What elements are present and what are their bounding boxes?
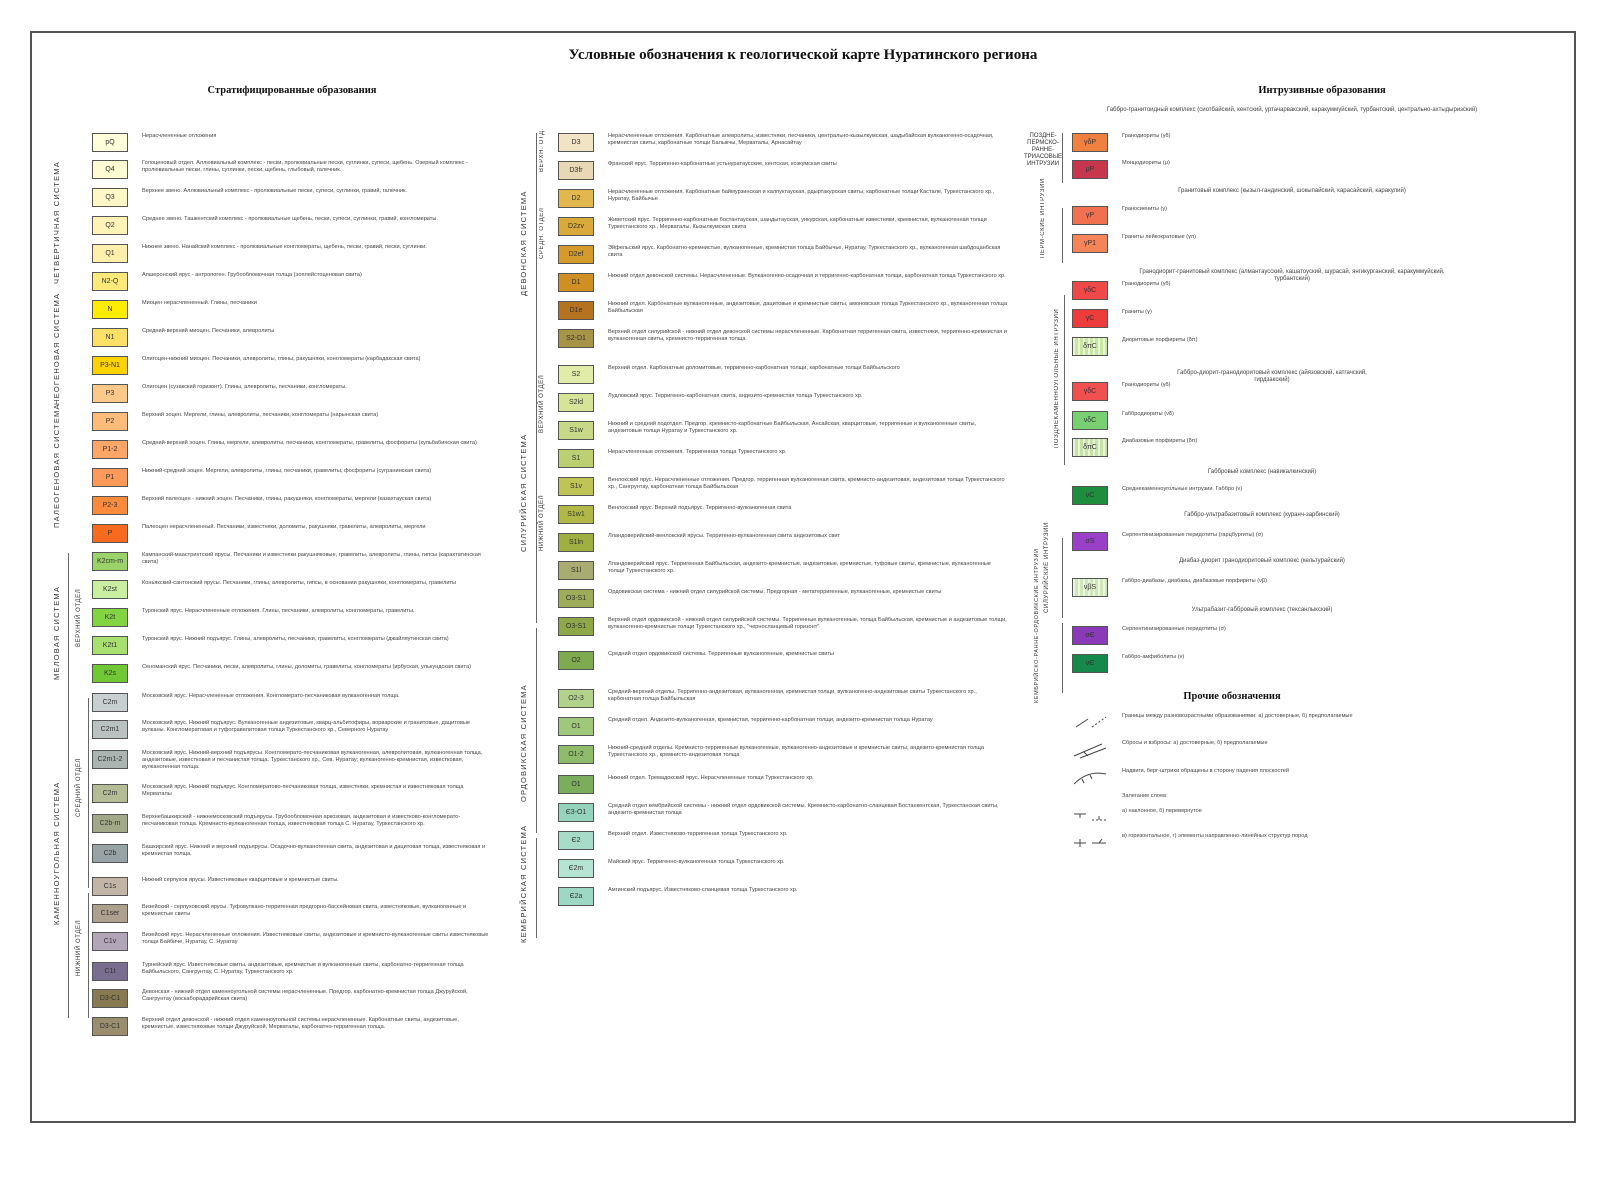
legend-description: Нижний-средний отделы. Кремнисто-терригенные вулканогенные, вулканогенно-андезитовые и кремнистые свиты, андезито-кремнистая толща Туркестанского хр., кремнисто-андезитовая толща [608,745,984,758]
complex-note: Диабаз-диорит гранодиоритовый комплекс (кельтурайский) [1179,558,1345,564]
legend-row [558,717,1008,736]
legend-swatch: γδC [1072,382,1108,401]
legend-row [92,636,492,655]
legend-description: Верхний отдел. Известняково-терригенная толща Туркестанского хр. [608,831,788,837]
series-label: ВЕРХНИЙ ОТДЕЛ [76,588,82,648]
intrusion-group-label: ПОЗДНЕ-ПЕРМСКО-РАННЕ-ТРИАСОВЫЕ ИНТРУЗИИ [1023,133,1063,167]
legend-description: Московский ярус. Нижний подъярус. Вулканогенные андезитовые, кварц-альбитофиры, ворварские и гранитовые, дацитовые вулканы. Конгломератовая и туфогравелитовая толщи Туркестанского хр., Северного Нуратау [142,720,470,733]
symbol-line1-icon [1072,713,1108,732]
legend-swatch: P3 [92,384,128,403]
legend-description: Верхний отдел ордовикской - нижний отдел силурийской системы. Терригенные вулканогенные, толща Байбыльская, кремнистые и андезитовые толщи, вулканогенно-кремнистые толщи Туркестанского хр., "черносланцевый горизонт" [608,617,1007,630]
legend-row [92,440,492,459]
complex-note: Габбровый комплекс (навикалкинский) [1207,469,1317,475]
legend-row [1072,654,1452,673]
legend-swatch: K2t [92,608,128,627]
legend-row [92,750,492,771]
legend-swatch: C2b [92,844,128,863]
bracket [68,698,69,1018]
legend-swatch: D1e [558,301,594,320]
legend-row [1072,281,1452,300]
bracket [1062,208,1063,263]
legend-description: Серпентинизированные перидотиты (σ) [1122,626,1226,632]
system-label: КАМЕННОУГОЛЬНАЯ СИСТЕМА [52,781,61,925]
symbol-description: Границы между разновозрастными образованиями: а) достоверные, б) предполагаемые [1122,713,1353,719]
legend-description: Московский ярус. Нерасчлененные отложения. Конгломерато-песчаниковая вулканогенная толща. [142,693,400,699]
legend-swatch: P [92,524,128,543]
legend-swatch: νЄ [1072,654,1108,673]
legend-swatch: Q1 [92,244,128,263]
legend-swatch: D2 [558,189,594,208]
legend-row [558,273,1008,292]
legend-swatch: P3-N1 [92,356,128,375]
legend-description: Башкирский ярус. Нижний и верхний подъярусы. Осадочно-вулканогенная свита, андезитовая и дацитовая толща, известняковая и кремнистая толща. [142,844,486,857]
legend-swatch: σЄ [1072,626,1108,645]
legend-row [558,617,1008,636]
bracket [536,628,537,833]
legend-swatch: C2m [92,784,128,803]
legend-swatch: N [92,300,128,319]
intrusion-group-label: ПОЗДНЕКАМЕННОУГОЛЬНЫЕ ИНТРУЗИИ [1054,308,1060,448]
legend-swatch: K2cm-m [92,552,128,571]
legend-description: Средний-верхний эоцен. Глины, мергели, алевролиты, песчаники, конгломераты, гравелиты, фосфориты (кульбабинская свита) [142,440,477,446]
legend-description: Нерасчлененные отложения. Терригенная толща Туркестанского хр. [608,449,787,455]
legend-swatch: P1-2 [92,440,128,459]
legend-description: Нижний серпухов ярусы. Известняковые кварцитовые и кремнистые свиты. [142,877,339,883]
system-label: СИЛУРИЙСКАЯ СИСТЕМА [519,433,528,553]
legend-description: Олигоцен-нижний миоцен. Песчаники, алевролиты, глины, ракушняки, конгломераты (карбадакская свита) [142,356,421,362]
legend-description: Живетский ярус. Терригенно-карбонатные бостантауская, шандытауская, ункурская, карбонатные известняки, кремнистая, вулканогенная толщи Туркестанского хр., Мерваталы, Кызылкумская свита [608,217,987,230]
legend-row [92,244,492,263]
legend-row [1072,486,1452,505]
system-label: ПАЛЕОГЕНОВАЯ СИСТЕМА [52,403,61,529]
legend-description: Миоцен нерасчлененный. Глины, песчаники [142,300,257,306]
bracket [1064,295,1065,465]
legend-row [92,272,492,291]
legend-description: Гранодиориты (γδ) [1122,133,1171,139]
legend-row [92,188,492,207]
legend-row [558,189,1008,208]
symbol-thrust-icon [1072,768,1108,787]
legend-description: Габбродиориты (νδ) [1122,411,1174,417]
symbol-row [1072,740,1452,759]
legend-swatch: O2 [558,651,594,670]
legend-swatch: S1w1 [558,505,594,524]
legend-swatch: γδC [1072,281,1108,300]
legend-description: Нижний и средний подотдел. Предгор. кремнисто-карбонатные Байбыльская, Ансайская, кварцитовые, терригенные и вулканогенные свиты, андезитовые толщи Нуратау и Туркестанского хр. [608,421,977,434]
intrusion-group-label: СИЛУРИЙСКИЕ ИНТРУЗИИ [1044,522,1050,613]
legend-row [92,384,492,403]
legend-swatch: S1l [558,561,594,580]
legend-row [92,877,492,896]
legend-swatch: D3fr [558,161,594,180]
legend-swatch: O3-S1 [558,617,594,636]
symbol-description: в) горизонтальное, г) элементы направленно-линейных структур пород [1122,833,1308,839]
legend-swatch: δπC [1072,337,1108,356]
legend-swatch: C1ser [92,904,128,923]
legend-row [558,449,1008,468]
legend-swatch: Є2m [558,859,594,878]
legend-swatch: S1ln [558,533,594,552]
symbol-description: Надвиги, берг-штрихи обращены в сторону падения плоскостей [1122,768,1289,774]
legend-swatch: Q2 [92,216,128,235]
legend-description: Московский ярус. Нижний подъярус. Конгломератово-песчаниковая толща, известняки, кремнистая и известняковая толща Мерваталы [142,784,464,797]
legend-swatch: νδC [1072,411,1108,430]
legend-description: Граносиениты (γ) [1122,206,1168,212]
legend-description: Серпентинизированные перидотиты (гарцбургиты) (σ) [1122,532,1264,538]
system-label: КЕМБРИЙСКАЯ СИСТЕМА [519,824,528,943]
bracket [536,133,537,378]
legend-description: Нижнее звено. Нанайский комплекс - пролювиальные конгломераты, щебень, пески, гравий, пески, суглинки. [142,244,427,250]
legend-description: Кампанский-маастрихтский ярусы. Песчаники и известняки ракушняковые, гравелиты, алевролиты, глины, гипсы (карахтатинская свита) [142,552,481,565]
legend-row [558,301,1008,320]
legend-swatch: O2-3 [558,689,594,708]
legend-swatch: S2 [558,365,594,384]
legend-swatch: K2t1 [92,636,128,655]
legend-description: Московский ярус. Нижний-верхний подъярусы. Конгломерато-песчаниковая вулканогенная, алевролитовая, вулканогенная толща, андезитовые, известковая и песчанистая толща. Туркестанского хр., Сев. Нуратау; вулканогенно-кремнистая, известковая, вулканогенная толща. [142,750,483,770]
legend-swatch: O1-2 [558,745,594,764]
legend-row [1072,234,1452,253]
legend-row [558,745,1008,764]
legend-row [558,831,1008,850]
legend-description: Эйфельский ярус. Карбонатно-кремнистые, вулканогенные, кремнистая толща Байбычье, Нуратау, Туркестанского хр., вулканогенная шабдоцанбская свита [608,245,1001,258]
legend-row [558,505,1008,524]
legend-row [558,803,1008,822]
legend-row [92,524,492,543]
legend-row [92,552,492,571]
legend-description: Лландоверийский-венлокский ярусы. Терригенно-вулканогенная свита андезитовых свит [608,533,841,539]
other-symbols [1072,713,1532,873]
legend-description: Гранодиориты (γδ) [1122,382,1171,388]
legend-row [92,1017,492,1036]
legend-description: Лландоверийский ярус. Терригенная Байбыльская, андезито-кремнистые, андезитовые, кремнистые, туфовые свиты, кремнистые, вулканогенные толщи Туркестанского хр. [608,561,991,574]
section-title-stratified: Стратифицированные образования [207,85,377,96]
series-label: ВЕРХН. ОТД. [539,128,545,172]
legend-row [1072,438,1452,457]
legend-description: Гранодиориты (γδ) [1122,281,1171,287]
legend-description: Нерасчлененные отложения [142,133,217,139]
bracket [1062,623,1063,693]
legend-swatch: C1v [92,932,128,951]
legend-frame [30,31,1576,1123]
legend-description: Верхний отдел девонской - нижний отдел каменноугольной системы нерасчлененные. Карбонатные свиты, андезитовые, кремнистые, известняковые толщи Джуруйской, Мерваталы, карбонатно-терригенная толща. [142,1017,459,1030]
bracket [1062,133,1063,183]
legend-swatch: C2m1 [92,720,128,739]
legend-swatch: S1 [558,449,594,468]
bracket [88,893,89,1018]
legend-swatch: P2-3 [92,496,128,515]
legend-row [92,412,492,431]
legend-row [1072,337,1452,356]
legend-row [92,468,492,487]
symbol-row [1072,833,1452,852]
system-label: ОРДОВИКСКАЯ СИСТЕМА [519,684,528,802]
legend-description: Нерасчлененные отложения. Карбонатные баймурзинская и калпуктауская, рдыртакурская свиты, карбонатные толщи Кастале, Туркестанского хр., Нуратау, Байбычье [608,189,995,202]
legend-description: Турнейский ярус. Известняковые свиты, андезитовые, кремнистые и вулканогенные свиты, карбонатно-терригенная толща Байбыльского, Сангрунтау, С. Нуратау, Туркестанского хр. [142,962,464,975]
legend-swatch: C2m [92,693,128,712]
legend-row [92,720,492,739]
legend-description: Нижний отдел. Тремадокский ярус. Нерасчлененные толщи Туркестанского хр. [608,775,814,781]
legend-description: Граниты (γ) [1122,309,1152,315]
system-label: ЧЕТВЕРТИЧНАЯ СИСТЕМА [52,161,61,285]
symbol-row [1072,808,1452,827]
legend-swatch: γP [1072,206,1108,225]
legend-swatch: S2ld [558,393,594,412]
legend-swatch: C1s [92,877,128,896]
legend-column-2 [558,133,1028,933]
complex-note: Габбро-ультрабазитовый комплекс (куранч-зарбинский) [1184,512,1340,518]
series-label: СРЕДНИЙ ОТДЕЛ [76,758,82,818]
complex-note: Ультрабазит-габбровый комплекс (тексанлыкский) [1191,607,1333,613]
intrusion-group-label: ПЕРМ-СКИЕ ИНТРУЗИИ [1040,178,1046,258]
legend-swatch: γC [1072,309,1108,328]
legend-row [558,217,1008,236]
system-label: ДЕВОНСКАЯ СИСТЕМА [519,190,528,296]
legend-row [92,814,492,833]
page-title: Условные обозначения к геологической карте Нуратинского региона [568,47,1038,63]
legend-swatch: Є3-O1 [558,803,594,822]
legend-row [1072,382,1452,401]
legend-swatch: D3-C1 [92,989,128,1008]
symbol-fault-icon [1072,740,1108,759]
series-label: СРЕДН. ОТДЕЛ [539,207,545,259]
symbol-description: Сбросы и взбросы: а) достоверные, б) предполагаемые [1122,740,1268,746]
legend-row [92,216,492,235]
legend-description: Нижний отдел девонской системы. Нерасчлененные. Вулканогенно-осадочная и терригенно-карбонатная толщи, карбонатная толща Туркестанского хр. [608,273,1006,279]
symbol-row [1072,713,1452,732]
legend-row [92,693,492,712]
legend-description: Девонская - нижний отдел каменноугольной системы нерасчлененные. Предгор. карбонатно-кремнистая толща Джуруйской, Сангрунтау (воскаборадарийская свита) [142,989,468,1002]
legend-row [92,580,492,599]
legend-row [92,328,492,347]
legend-swatch: O3-S1 [558,589,594,608]
legend-description: Среднекаменноугольные интрузии. Габбро (ν) [1122,486,1243,492]
legend-swatch: Q4 [92,160,128,179]
legend-swatch: S1v [558,477,594,496]
symbol-dip-icon [1072,808,1108,827]
legend-row [558,421,1008,440]
legend-row [558,887,1008,906]
legend-swatch: S2-D1 [558,329,594,348]
legend-swatch: O1 [558,717,594,736]
legend-row [92,133,492,152]
legend-swatch: μP [1072,160,1108,179]
legend-description: Коньякский-сантонский ярусы. Песчаники, глины, алевролиты, гипсы, в основании ракушняки, конгломераты, гравелиты [142,580,457,586]
legend-row [92,784,492,803]
legend-description: Средний-верхний миоцен. Песчаники, алевролиты [142,328,275,334]
legend-swatch: δπC [1072,438,1108,457]
legend-swatch: C1t [92,962,128,981]
symbol-description: а) наклонное, б) перевернутое [1122,808,1202,814]
legend-row [558,329,1008,348]
legend-row [558,161,1008,180]
legend-swatch: γδP [1072,133,1108,152]
legend-row [558,245,1008,264]
legend-swatch: D1 [558,273,594,292]
legend-row [92,664,492,683]
legend-description: Средний отдел ордовикской системы. Терригенные вулканогенные, кремнистые свиты [608,651,834,657]
legend-swatch: N1 [92,328,128,347]
legend-row [558,775,1008,794]
bracket [1062,538,1063,618]
legend-description: Диоритовые порфириты (δπ) [1122,337,1198,343]
legend-description: Франский ярус. Терригенно-карбонатные устьнуратаусские, кентская, козкумская свиты [608,161,837,167]
legend-swatch: γP1 [1072,234,1108,253]
symbol-dip2-icon [1072,833,1108,852]
legend-row [92,904,492,923]
legend-description: Среднее звено. Ташкентский комплекс - пролювиальные щебень, пески, супеси, суглинки, гравий, конгломераты. [142,216,438,222]
legend-row [92,160,492,179]
legend-row [558,477,1008,496]
legend-swatch: P1 [92,468,128,487]
legend-description: Средний отдел кембрийской системы - нижний отдел ордовикской системы. Кремнисто-карбонатно-сланцевая Бостанкентская, Туркестанская свиты, андезито-кремнистая толща [608,803,999,816]
bracket [68,553,69,703]
legend-description: Нижний отдел. Карбонатные вулканогенные, андезитовые, дацитовые и кремнистые свиты, амоновская толща Туркестанского хр., вулканогенная толща Байбыльская [608,301,1007,314]
legend-row [92,844,492,863]
legend-swatch: K2st [92,580,128,599]
legend-description: Нижний-средний эоцен. Мергели, алевролиты, глины, песчаники, гравелиты, фосфориты (сугранинская свита) [142,468,432,474]
legend-swatch: Q3 [92,188,128,207]
legend-description: Амгинский подъярус. Известняково-сланцевая толща Туркестанского хр. [608,887,798,893]
legend-row [92,356,492,375]
complex-note: Гранодиорит-гранитовый комплекс (алмантаусский, кашатоуский, шурасай, янгикурганский, каракуммуйский, турбантский) [1139,269,1445,282]
legend-row [558,533,1008,552]
section-title-other: Прочие обозначения [1183,691,1281,702]
legend-description: Габбро-диабазы, диабазы, диабазовые порфириты (νβ) [1122,578,1267,584]
legend-row [92,496,492,515]
bracket [88,698,89,888]
legend-description: Верхнебашкирский - нижнемосковский подъярусы. Грубообломочная аркозовая, андезитовая и известково-конгломерато-песчаниковая толща. Кремнисто-вулканогенная толща, известняковая толща С. Нуратау, Туркестанского хр. [142,814,461,827]
legend-swatch: P2 [92,412,128,431]
legend-swatch: D3-C1 [92,1017,128,1036]
bracket [536,838,537,938]
legend-description: Монцодиориты (μ) [1122,160,1170,166]
legend-description: Венлокский ярус. Нерасчлененные отложения. Предгор. терригенная вулканогенная свита, кремнисто-андезитовая, андезитовая толщи Туркестанского хр., Сангрунтау, карбонатная толща Байбыльская [608,477,1005,490]
legend-swatch: pQ [92,133,128,152]
legend-row [1072,411,1452,430]
legend-swatch: Є2a [558,887,594,906]
legend-swatch: S1w [558,421,594,440]
legend-description: Габбро-амфиболиты (ν) [1122,654,1185,660]
symbol-row [1072,768,1452,787]
section-title-intrusive: Интрузивные образования [1258,85,1386,96]
legend-swatch: K2s [92,664,128,683]
legend-row [92,989,492,1008]
legend-row [92,608,492,627]
legend-row [1072,206,1452,225]
legend-description: Средний-верхний отделы. Терригенно-андезитовая, вулканогенная, кремнистая толщи, вулканогенно-андезитовые свиты Туркестанского хр., карбонатная толща Байбыльская [608,689,977,702]
legend-row [1072,532,1452,551]
legend-description: Лудловский ярус. Терригенно-карбонатная свита, андезито-кремнистая толща Туркестанского хр. [608,393,863,399]
legend-description: Сеноманский ярус. Песчаники, пески, алевролиты, глины, доломиты, гравелиты, конгломераты (ирбуская, улькундская свита) [142,664,471,670]
legend-swatch: D3 [558,133,594,152]
legend-description: Верхний отдел. Карбонатные доломитовые, терригенно-карбонатная толщи, карбонатные толщи Байбыльского [608,365,900,371]
legend-description: Голоценовый отдел. Аллювиальный комплекс - пески, пролювиальные пески, суглинки, супеси, щебень. Озерный комплекс - пролювиальные пески, глины, суглинки, пески, щебень, глыбовый, галечник. [142,160,468,173]
legend-description: Апшеронский ярус - антропоген. Грубообломочная толща (эоплейстоценовая свита) [142,272,362,278]
legend-row [92,932,492,951]
intrusion-group-label: КЕМБРИЙСКО-РАННЕ-ОРДОВИКСКИЕ ИНТРУЗИИ [1034,548,1040,703]
legend-swatch: σS [1072,532,1108,551]
legend-column-1 [92,133,512,1043]
legend-swatch: νβS [1072,578,1108,597]
legend-description: Палеоцен нерасчлененный. Песчаники, известняки, доломиты, ракушняки, гравелиты, алевролиты, мергели [142,524,426,530]
legend-row [1072,626,1452,645]
legend-row [558,859,1008,878]
legend-description: Нерасчлененные отложения. Карбонатные алевролиты, известняки, песчаники, центрально-кызылкумская, шадыбайская вулканогенно-осадочная, кремнистая свиты, карбонатные толщи Балыкчы, Мерваталы, Арнасайтау [608,133,994,146]
bracket [536,378,537,623]
legend-description: Визейский ярус. Нерасчлененные отложения. Известняковые свиты, андезитовые и кремнисто-вулканогенные свиты известняковые толщи Байбиче, Нуратау, С. Нуратау [142,932,489,945]
legend-description: Верхнее звено. Аллювиальный комплекс - пролювиальные пески, супеси, суглинки, гравий, галечник. [142,188,407,194]
legend-description: Венлокский ярус. Верхний подъярус. Терригенно-вулканогенная свита [608,505,792,511]
series-label: НИЖНИЙ ОТДЕЛ [76,919,82,977]
legend-row [1072,578,1452,597]
legend-swatch: N2-Q [92,272,128,291]
legend-row [92,962,492,981]
legend-row [1072,133,1452,152]
legend-description: Визейский - серпуховский ярусы. Туфовулкано-терригенная предгорно-бассейновая свита, известняковые, вулканогенные и кремнистые свиты [142,904,467,917]
legend-row [558,393,1008,412]
legend-row [558,133,1008,152]
series-label: НИЖНИЙ ОТДЕЛ [539,494,545,552]
legend-description: Майский ярус. Терригенно-вулканогенная толща Туркестанского хр. [608,859,785,865]
legend-row [1072,160,1452,179]
legend-swatch: C2m1-2 [92,750,128,769]
legend-swatch: C2b-m [92,814,128,833]
legend-description: Граниты лейкократовые (γл) [1122,234,1197,240]
legend-swatch: D2ef [558,245,594,264]
legend-description: Верхний отдел силурийской - нижний отдел девонской системы нерасчлененные. Карбонатная терригенная свита, известняки, терригенно-кремнистая и вулканогенная свиты, кремнисто-терригенная толща [608,329,1007,342]
symbol-description: Залегание слоев: [1122,793,1168,799]
legend-row [558,689,1008,708]
legend-description: Туронский ярус. Нижний подъярус. Глины, алевролиты, песчаники, гравелиты, конгломераты (джайляутинская свита) [142,636,449,642]
legend-row [558,365,1008,384]
complex-note: Гранитовый комплекс (кызыл-гандинский, шокыпайский, карасайский, каракулий) [1178,188,1406,194]
complex-note: Габбро-диорит-гранодиоритовый комплекс (айязовский, катгачский, гирдзакский) [1177,370,1367,383]
legend-description: Верхний палеоцен - нижний эоцен. Песчаники, глины, ракушняки, конгломераты, мергели (казахтауская свита) [142,496,432,502]
legend-description: Туронский ярус. Нерасчлененные отложения. Глины, песчаники, алевролиты, конгломераты, гравелиты. [142,608,415,614]
legend-row [558,561,1008,580]
legend-swatch: D2zv [558,217,594,236]
series-label: ВЕРХНИЙ ОТДЕЛ [539,374,545,433]
complex-note: Габбро-гранитоидный комплекс (сиотбайский, кентский, уртачарвакский, каракуммуйский, турбантский, центрально-ахтыдыризский) [1106,107,1478,113]
legend-swatch: O1 [558,775,594,794]
legend-description: Олигоцен (сузакский горизонт). Глины, алевролиты, песчаники, конгломераты. [142,384,347,390]
legend-row [558,589,1008,608]
legend-row [92,300,492,319]
legend-description: Диабазовые порфириты (δπ) [1122,438,1198,444]
legend-description: Средний отдел. Андезито-вулканогенная, кремнистая, терригенно-карбонатная толщи, андезито-кремнистая толща Нуратау [608,717,933,723]
legend-description: Верхний эоцен. Мергели, глины, алевролиты, песчаники, конгломераты (нарынская свита) [142,412,379,418]
legend-description: Ордовикская система - нижний отдел силурийской системы. Предгорная - метатерригенные, вулканогенные, кремнистые свиты [608,589,942,595]
system-label: МЕЛОВАЯ СИСТЕМА [52,585,61,681]
legend-swatch: Є2 [558,831,594,850]
legend-swatch: νC [1072,486,1108,505]
legend-row [1072,309,1452,328]
legend-row [558,651,1008,670]
system-label: НЕОГЕНОВАЯ СИСТЕМА [52,292,61,405]
